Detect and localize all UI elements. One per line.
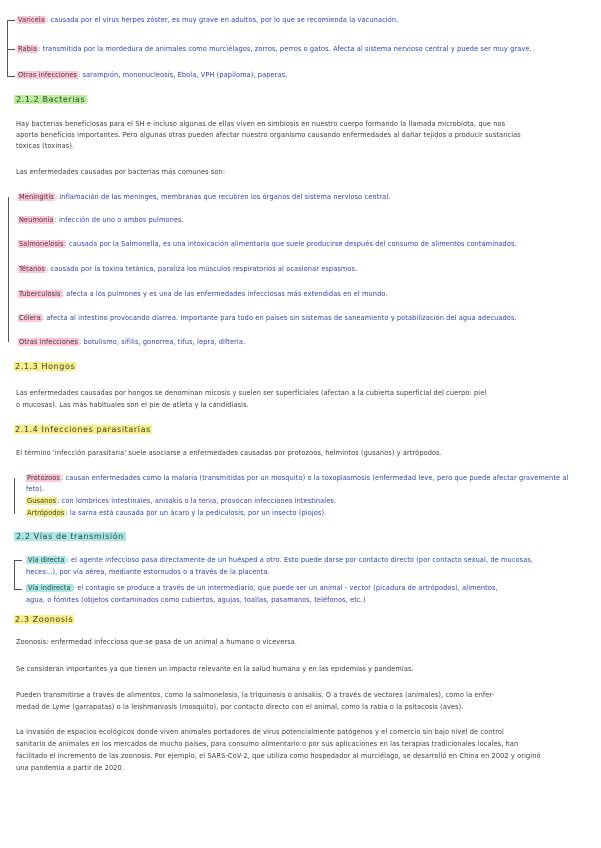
bact-item [18, 265, 601, 274]
heading-zoonosis-text: 2.3 Zoonosis [15, 615, 74, 624]
paras-label: Artrópodos [27, 509, 65, 517]
paras-text: : la sarna está causada por un ácaro y la pediculosis, por un insecto (piojos). [65, 509, 327, 517]
otras-virus-text: : sarampión, mononucleosis, Ébola, VPH (papiloma), paperas. [77, 71, 288, 79]
bact-label: Tuberculosis [19, 290, 61, 298]
paras-list-bracket [14, 478, 15, 514]
bact-item [18, 216, 601, 225]
zoo-3a: Pueden transmitirse a través de alimentos, como la salmonelosis, la triquinosis o anisakis. O a través de vectores (animales), como la enfer- [16, 691, 495, 699]
via-cont: heces...), por vía aérea, mediante estornudos o a través de la placenta. [26, 568, 270, 576]
heading-zoonosis [14, 614, 74, 625]
heading-vias-text: 2.2 Vías de transmisión [16, 532, 124, 541]
zoo-1: Zoonosis: enfermedad infecciosa que se pasa de un animal a humano o viceversa. [16, 638, 298, 646]
bact-label: Neumonía [19, 216, 54, 224]
paras-label: Gusanos [27, 497, 57, 505]
heading-bacterias [14, 94, 87, 105]
bact-intro-1: Hay bacterias beneficiosas para el SH e incluso algunas de ellas viven en simbiosis en nuestro cuerpo formando la llamada microbiota, que nos [16, 120, 506, 128]
bact-text: : infección de uno o ambos pulmones. [54, 216, 184, 224]
via-cont: agua, o fómites (objetos contaminados como cubiertos, agujas, toallas, pasamanos, teléfonos, etc.) [26, 596, 366, 604]
bact-otras [18, 338, 601, 347]
bact-item [18, 314, 601, 323]
heading-parasitos-text: 2.1.4 Infecciones parasitarias [15, 425, 151, 434]
paras-text: : causan enfermedades como la malaria (transmitidas por un mosquito) o la toxoplasmosis (enfermedad leve, pero que puede afectar gravemente al [60, 474, 569, 482]
heading-parasitos [14, 424, 152, 435]
hongos-2: o mucosas). Las más habituales son el pie de atleta y la candidiasis. [16, 401, 249, 409]
virus-list-bracket [7, 20, 8, 76]
otras-bact-label: Otras infecciones [19, 338, 78, 346]
bact-label: Cólera [19, 314, 41, 322]
paras-item [26, 509, 601, 518]
paras-item [26, 474, 601, 483]
zoo-3b: medad de Lyme (garrapatas) o la leishmaniasis (mosquito), por contacto directo con el animal, como la rabia o la psitacosis (aves). [16, 703, 464, 711]
varicela-label: Varicela [18, 16, 45, 24]
paras-text: : con lombrices intestinales, anisakis o la tenia, provocan infecciones intestinales. [57, 497, 337, 505]
paras-label: Protozoos [27, 474, 60, 482]
paras-item [26, 497, 601, 506]
bracket-tick [7, 49, 15, 50]
rabia-label: Rabia [18, 45, 38, 53]
bact-text: : causada por la Salmonella, es una intoxicación alimentaria que suele producirse después del consumo de alimentos contaminados. [64, 240, 517, 248]
bact-label: Salmonelosis [19, 240, 64, 248]
via-text: : el agente infeccioso pasa directamente de un huésped a otro. Esto puede darse por contacto directo (por contacto sexual, de mucosas, [66, 556, 534, 564]
zoo-4a: La invasión de espacios ecológicos donde viven animales portadores de virus potencialmente patógenos y el comercio sin bajo nivel de control [16, 728, 504, 736]
bact-item [18, 193, 601, 202]
via-item [26, 556, 601, 565]
heading-hongos [14, 361, 76, 372]
virus-rabia [17, 45, 601, 54]
bracket-tick [14, 560, 22, 561]
varicela-text: : causada por el virus herpes zóster, es muy grave en adultos, por lo que se recomienda la vacunación. [45, 16, 399, 24]
bact-list-intro: Las enfermedades causadas por bacterias más comunes son: [16, 168, 226, 176]
via-label: Vía indirecta [28, 584, 71, 592]
bact-item [18, 240, 601, 249]
zoo-4c: facilitado el incremento de las zoonosis. Por ejemplo, el SARS-CoV-2, que utiliza como hospedador al murciélago, se desarrolló en China en 2002 y originó [16, 752, 541, 760]
otras-virus-label: Otras infecciones [18, 71, 77, 79]
heading-hongos-text: 2.1.3 Hongos [15, 362, 76, 371]
bracket-tick [14, 589, 22, 590]
bact-text: : inflamación de las meninges, membranas que recubren los órganos del sistema nervioso central. [54, 193, 391, 201]
bact-label: Meningitis [19, 193, 54, 201]
paras-intro: El término 'infección parasitaria' suele asociarse a enfermedades causadas por protozoos, helmintos (gusanos) y artrópodos. [16, 449, 442, 457]
heading-vias [14, 531, 126, 542]
zoo-2: Se consideran importantes ya que tienen un impacto relevante en la salud humana y en las epidemias y pandemias. [16, 665, 414, 673]
bact-item [18, 290, 601, 299]
otras-bact-text: : botulismo, sífilis, gonorrea, tifus, lepra, difteria. [78, 338, 246, 346]
zoo-4d: una pandemia a partir de 2020. [16, 764, 125, 772]
via-item [26, 584, 601, 593]
virus-varicela [17, 16, 601, 25]
bact-label: Tétanos [19, 265, 45, 273]
bact-intro-2: aporta beneficios importantes. Pero algunas otras pueden afectar nuestro organismo causando enfermedades al dañar tejidos o producir sustancias [16, 131, 521, 139]
bact-intro-3: tóxicas (toxinas). [16, 142, 75, 150]
rabia-text: : transmitida por la mordedura de animales como murciélagos, zorros, perros o gatos. Afecta al sistema nervioso central y puede ser muy grave. [38, 45, 532, 53]
bact-text: : causado por la toxina tetánica, paraliza los músculos respiratorios al ocasionar espasmos. [45, 265, 358, 273]
via-text: : el contagio se produce a través de un intermediario, que puede ser un animal - vector (picadura de artrópodos), alimentos, [72, 584, 498, 592]
bact-text: : afecta al intestino provocando diarrea. Importante para todo en países sin sistemas de saneamiento y potabilización del agua adecuados. [41, 314, 517, 322]
zoo-4b: sanitario de animales en los mercados de mucho países, para consumo alimentario o por sus aplicaciones en las terapias tradicionales locales, han [16, 740, 519, 748]
bracket-tick [7, 20, 15, 21]
virus-otras [17, 71, 601, 80]
bact-list-bracket [8, 197, 9, 342]
via-label: Vía directa [28, 556, 65, 564]
vias-list-bracket [14, 560, 15, 590]
bracket-tick [7, 76, 15, 77]
heading-bacterias-text: 2.1.2 Bacterias [16, 95, 86, 104]
hongos-1: Las enfermedades causadas por hongos se denominan micosis y suelen ser superficiales (afectan a la cubierta superficial del cuerpo: piel [16, 389, 487, 397]
bact-text: : afecta a los pulmones y es una de las enfermedades infecciosas más extendidas en el mundo. [61, 290, 388, 298]
paras-cont: feto). [26, 485, 45, 493]
